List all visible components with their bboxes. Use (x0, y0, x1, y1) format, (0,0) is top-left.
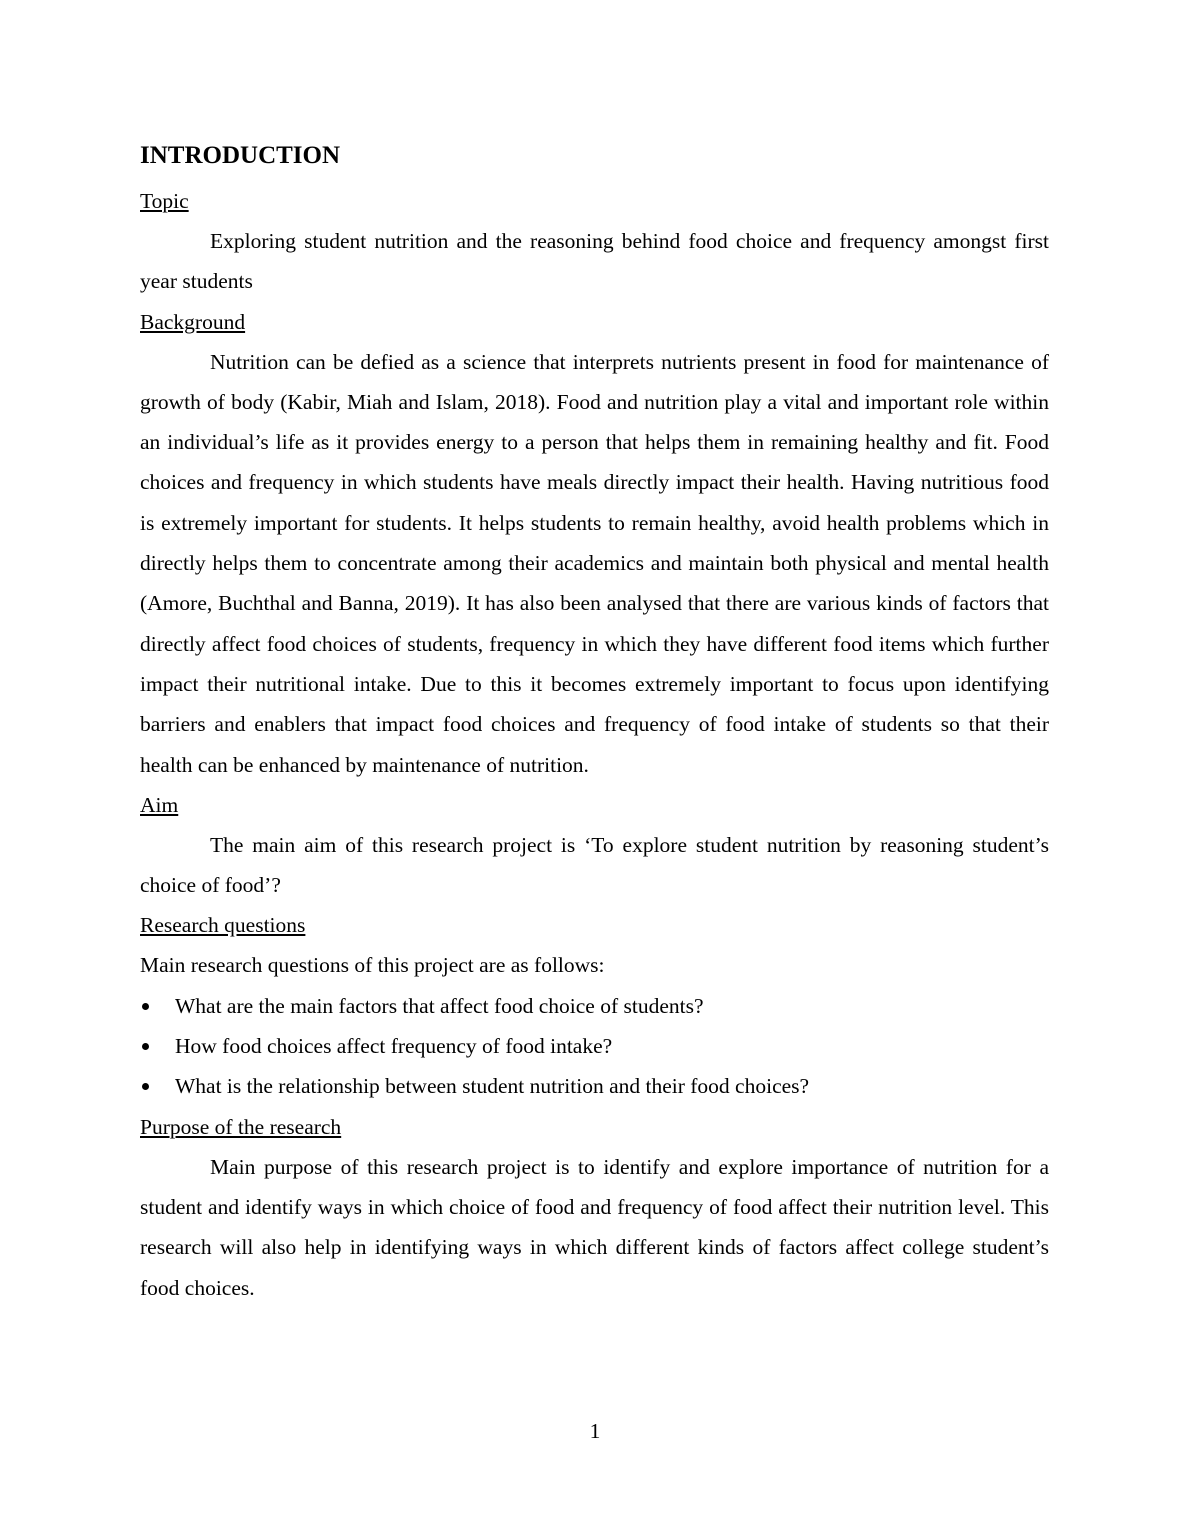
list-item (140, 986, 1049, 1026)
background-heading: Background (140, 309, 246, 334)
aim-heading: Aim (140, 792, 179, 817)
page-title: INTRODUCTION (140, 142, 341, 169)
research-questions-intro: Main research questions of this project are as follows: (140, 953, 605, 978)
purpose-paragraph: Main purpose of this research project is to identify and explore importance of nutrition for a student and identify ways in which choice of food and frequency of food affect their nutrition level. This research will also help in identifying ways in which different kinds of factors affect college student’s food choices. (140, 1154, 1049, 1300)
list-item-text: What is the relationship between student nutrition and their food choices? (175, 1074, 810, 1099)
list-item (140, 1026, 1049, 1066)
document-page (140, 138, 1049, 1308)
list-item-text: How food choices affect frequency of food intake? (175, 1034, 613, 1059)
research-questions-list (140, 986, 1049, 1107)
bullet-icon (142, 1043, 149, 1050)
topic-paragraph: Exploring student nutrition and the reasoning behind food choice and frequency amongst first year students (140, 229, 1049, 294)
background-paragraph: Nutrition can be defied as a science that interprets nutrients present in food for maintenance of growth of body (Kabir, Miah and Islam, 2018). Food and nutrition play a vital and important role within an individual’s life as it provides energy to a person that helps them in remaining healthy and fit. Food choices and frequency in which students have meals directly impact their health. Having nutritious food is extremely important for students. It helps students to remain healthy, avoid health problems which in directly helps them to concentrate among their academics and maintain both physical and mental health (Amore, Buchthal and Banna, 2019). It has also been analysed that there are various kinds of factors that directly affect food choices of students, frequency in which they have different food items which further impact their nutritional intake. Due to this it becomes extremely important to focus upon identifying barriers and enablers that impact food choices and frequency of food intake of students so that their health can be enhanced by maintenance of nutrition. (140, 349, 1049, 777)
page-number: 1 (589, 1419, 601, 1443)
topic-heading: Topic (140, 189, 189, 213)
bullet-icon (142, 1083, 149, 1090)
list-item (140, 1066, 1049, 1106)
aim-paragraph: The main aim of this research project is ‘To explore student nutrition by reasoning student’s choice of food’? (140, 832, 1049, 898)
research-questions-heading: Research questions (140, 913, 306, 938)
list-item-text: What are the main factors that affect food choice of students? (175, 993, 704, 1018)
bullet-icon (142, 1003, 149, 1010)
purpose-heading: Purpose of the research (140, 1114, 342, 1139)
